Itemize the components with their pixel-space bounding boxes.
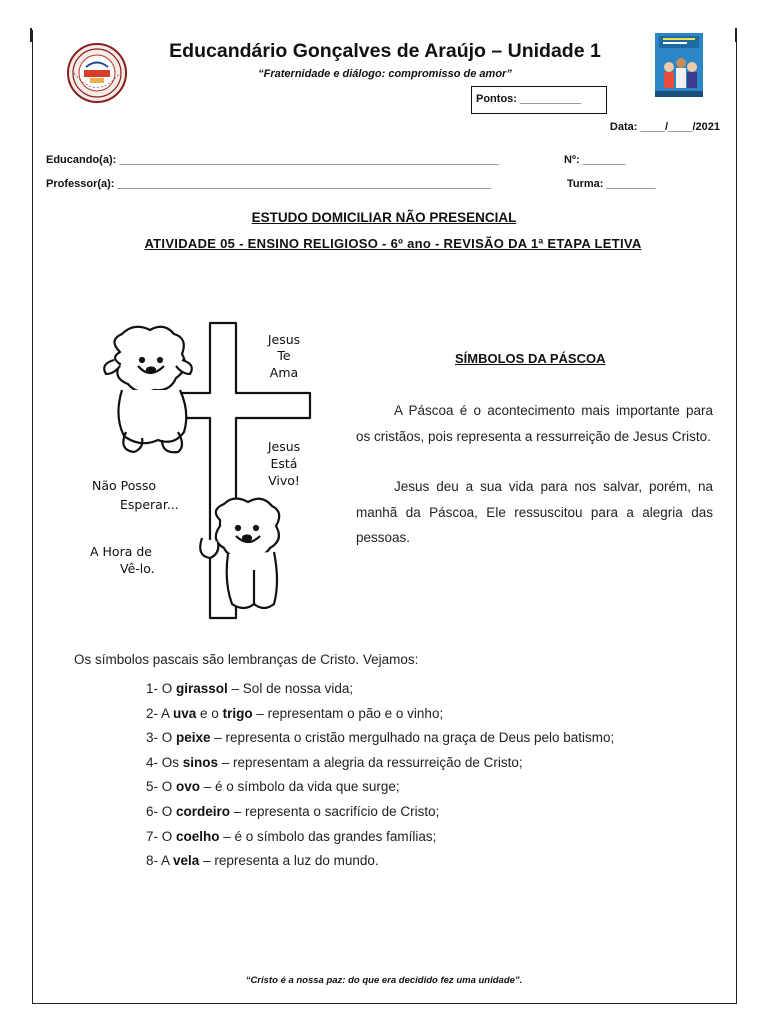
- list-item: 8- A vela – representa a luz do mundo.: [146, 853, 379, 869]
- teacher-name-field[interactable]: Professor(a): _____________________________________________________________: [46, 178, 491, 190]
- student-row: [46, 154, 626, 166]
- section-title: SÍMBOLOS DA PÁSCOA: [455, 351, 606, 366]
- speech-nao-posso-1: Não Posso: [92, 478, 157, 493]
- activity-heading: ATIVIDADE 05 - ENSINO RELIGIOSO - 6º ano - REVISÃO DA 1ª ETAPA LETIVA: [144, 236, 642, 251]
- list-item: 3- O peixe – representa o cristão mergulhado na graça de Deus pelo batismo;: [146, 730, 615, 746]
- student-name-field[interactable]: Educando(a): ______________________________________________________________: [46, 154, 499, 166]
- speech-jesus-esta-vivo-1: Jesus: [267, 439, 301, 454]
- paragraph-easter: A Páscoa é o acontecimento mais importante para os cristãos, pois representa a ressurreição de Jesus Cristo.: [356, 403, 713, 444]
- paragraph-resurrection: Jesus deu a sua vida para nos salvar, porém, na manhã da Páscoa, Ele ressuscitou para a alegria das pessoas.: [356, 479, 713, 545]
- page-border-right: [736, 30, 737, 1004]
- student-number-field[interactable]: Nº: _______: [564, 154, 626, 166]
- school-seal-logo: [66, 42, 128, 104]
- study-heading: ESTUDO DOMICILIAR NÃO PRESENCIAL: [251, 210, 517, 225]
- page-border-corner-left: [30, 28, 33, 42]
- speech-jesus-esta-vivo-3: Vivo!: [268, 473, 300, 488]
- speech-jesus-esta-vivo-2: Está: [270, 456, 298, 471]
- cross-lambs-illustration: [78, 320, 318, 625]
- class-field[interactable]: Turma: ________: [567, 178, 656, 190]
- list-item: 5- O ovo – é o símbolo da vida que surge;: [146, 779, 400, 795]
- points-field[interactable]: Pontos: __________: [471, 86, 607, 114]
- list-item: 4- Os sinos – representam a alegria da ressurreição de Cristo;: [146, 754, 523, 770]
- fraternity-campaign-poster: [655, 33, 703, 97]
- speech-nao-posso-2: Esperar...: [120, 497, 179, 512]
- list-item: 1- O girassol – Sol de nossa vida;: [146, 681, 354, 696]
- speech-jesus-te-ama-1: Jesus: [267, 332, 301, 347]
- symbols-list: [146, 677, 614, 874]
- speech-jesus-te-ama-3: Ama: [269, 365, 299, 380]
- date-field[interactable]: Data: ____/____/2021: [609, 121, 720, 133]
- list-item: 6- O cordeiro – representa o sacrifício de Cristo;: [146, 803, 440, 819]
- speech-a-hora-2: Vê-lo.: [120, 561, 155, 576]
- speech-a-hora-1: A Hora de: [90, 544, 152, 559]
- page-border-bottom: [32, 1003, 737, 1004]
- speech-jesus-te-ama-2: Te: [277, 348, 291, 363]
- symbols-intro: Os símbolos pascais são lembranças de Cristo. Vejamos:: [74, 652, 419, 667]
- school-motto: “Fraternidade e diálogo: compromisso de amor”: [258, 68, 512, 80]
- teacher-row: [46, 178, 656, 190]
- list-item: 7- O coelho – é o símbolo das grandes famílias;: [146, 828, 437, 844]
- school-title: Educandário Gonçalves de Araújo – Unidade 1: [169, 40, 601, 62]
- list-item: 2- A uva e o trigo – representam o pão e o vinho;: [146, 705, 444, 721]
- footer-quote: “Cristo é a nossa paz: do que era decidido fez uma unidade”.: [245, 975, 523, 986]
- page-border-corner-right: [734, 28, 737, 42]
- page-border-left: [32, 30, 33, 1004]
